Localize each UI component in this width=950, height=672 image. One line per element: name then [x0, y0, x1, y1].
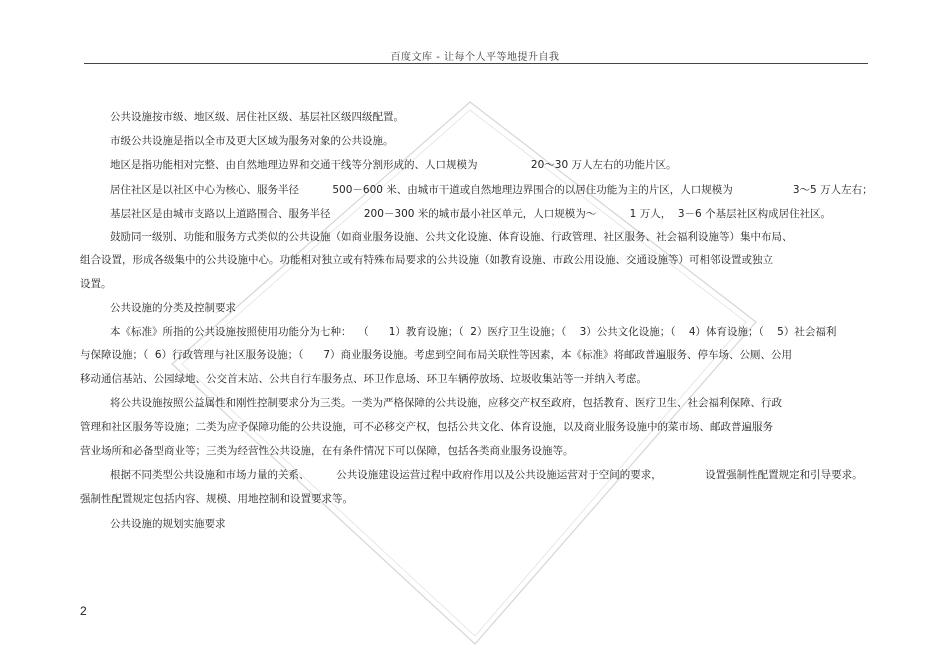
body-line-8: 设置。	[80, 278, 112, 290]
body-line-2: 市级公共设施是指以全市及更大区域为服务对象的公共设施。	[110, 135, 394, 147]
section-heading-implementation: 公共设施的规划实施要求	[110, 518, 226, 530]
body-line-6: 鼓励同一级别、功能和服务方式类似的公共设施（如商业服务设施、公共文化设施、体育设施、行政管理、社区服务、社会福利设施等）集中布局、	[110, 231, 793, 243]
page-header: 百度文库 - 让每个人平等地提升自我	[390, 52, 560, 63]
body-line-5: 基层社区是由城市支路以上道路围合、服务半径 200－300 米的城市最小社区单元，人口规模为～ 1 万人， 3－6 个基层社区构成居住社区。	[110, 208, 832, 220]
page-number: 2	[80, 604, 87, 618]
body-line-7: 组合设置，形成各级集中的公共设施中心。功能相对独立或有特殊布局要求的公共设施（如教育设施、市政公用设施、交通设施等）可相邻设置或独立	[80, 254, 773, 266]
body-line-14: 管理和社区服务等设施；二类为应予保障功能的公共设施，可不必移交产权，包括公共文化、体育设施，以及商业服务设施中的菜市场、邮政普遍服务	[80, 421, 773, 433]
section-heading-classification: 公共设施的分类及控制要求	[110, 302, 236, 314]
body-line-3: 地区是指功能相对完整、由自然地理边界和交通干线等分割形成的、人口规模为 20～30 万人左右的功能片区。	[110, 159, 677, 171]
body-line-11: 与保障设施；（ 6）行政管理与社区服务设施；（ 7）商业服务设施。考虑到空间布局关联性等因素，本《标准》将邮政普遍服务、停车场、公厕、公用	[80, 349, 793, 361]
body-line-13: 将公共设施按照公益属性和刚性控制要求分为三类。一类为严格保障的公共设施，应移交产权至政府，包括教育、医疗卫生、社会福利保障、行政	[110, 397, 782, 409]
body-line-16: 根据不同类型公共设施和市场力量的关系、 公共设施建设运营过程中政府作用以及公共设施运营对于空间的要求， 设置强制性配置规定和引导要求。	[110, 469, 863, 481]
body-line-10: 本《标准》所指的公共设施按照使用功能分为七种： （ 1）教育设施；（ 2）医疗卫生设施；（ 3）公共文化设施；（ 4）体育设施；（ 5）社会福利	[110, 326, 837, 338]
body-line-1: 公共设施按市级、地区级、居住社区级、基层社区级四级配置。	[110, 111, 404, 123]
body-line-4: 居住社区是以社区中心为核心、服务半径 500－600 米、由城市干道或自然地理边界围合的以居住功能为主的片区，人口规模为 3～5 万人左右；	[110, 184, 873, 196]
body-line-17: 强制性配置规定包括内容、规模、用地控制和设置要求等。	[80, 493, 353, 505]
header-divider	[84, 63, 868, 64]
body-line-15: 营业场所和必备型商业等；三类为经营性公共设施，在有条件情况下可以保障，包括各类商业服务设施等。	[80, 445, 574, 457]
body-line-12: 移动通信基站、公园绿地、公交首末站、公共自行车服务点、环卫作息场、环卫车辆停放场、垃圾收集站等一并纳入考虑。	[80, 373, 647, 385]
